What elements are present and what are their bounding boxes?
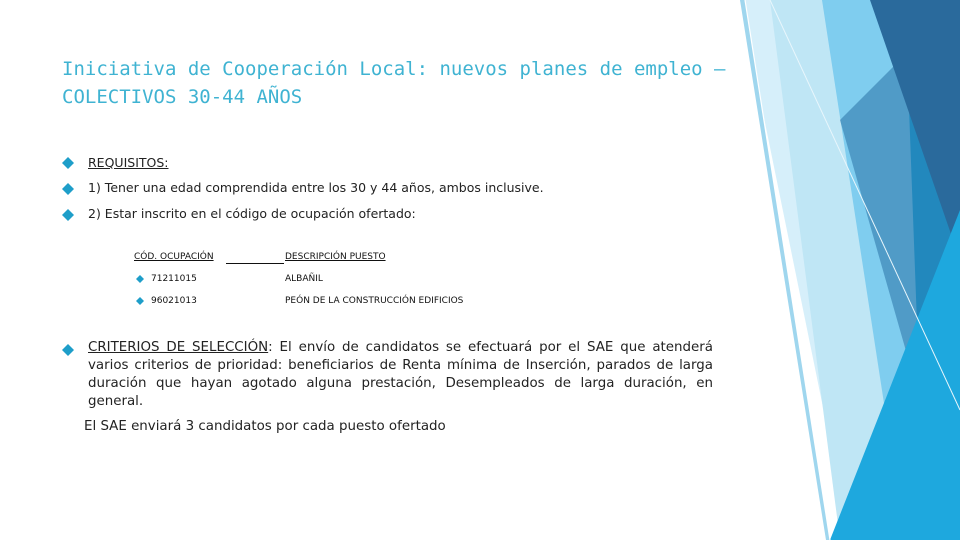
row-1-description: ALBAÑIL	[285, 274, 323, 284]
row-2-code: 96021013	[151, 296, 197, 306]
title-line-1: Iniciativa de Cooperación Local: nuevos planes de empleo –	[62, 58, 726, 80]
requirement-2: 2) Estar inscrito en el código de ocupación ofertado:	[88, 206, 416, 221]
diamond-bullet-icon	[136, 297, 144, 305]
criterios-label: CRITERIOS DE SELECCIÓN	[88, 340, 269, 355]
diamond-bullet-icon	[136, 275, 144, 283]
diamond-bullet-icon	[62, 209, 74, 221]
diamond-bullet-icon	[62, 183, 74, 195]
row-1-code: 71211015	[151, 274, 197, 284]
diamond-bullet-icon	[62, 157, 74, 169]
header-description: DESCRIPCIÓN PUESTO	[285, 252, 386, 262]
diamond-bullet-icon	[62, 344, 74, 356]
row-2-description: PEÓN DE LA CONSTRUCCIÓN EDIFICIOS	[285, 296, 464, 306]
criterios-paragraph	[88, 339, 713, 411]
header-code: CÓD. OCUPACIÓN	[134, 252, 214, 262]
final-line: El SAE enviará 3 candidatos por cada puesto ofertado	[84, 419, 446, 434]
requisitos-label: REQUISITOS:	[88, 155, 169, 170]
requirement-1: 1) Tener una edad comprendida entre los 30 y 44 años, ambos inclusive.	[88, 180, 544, 195]
criterios-text: : El envío de candidatos se efectuará por el SAE que atenderá varios criterios de prioridad: beneficiarios de Renta mínima de Inserción, parados de larga duración que hayan agotado alguna prestación, Desempleados de larga duración, en general.	[88, 340, 713, 409]
slide-title	[62, 55, 742, 111]
header-underline	[226, 252, 284, 264]
title-line-2: COLECTIVOS 30-44 AÑOS	[62, 86, 303, 108]
